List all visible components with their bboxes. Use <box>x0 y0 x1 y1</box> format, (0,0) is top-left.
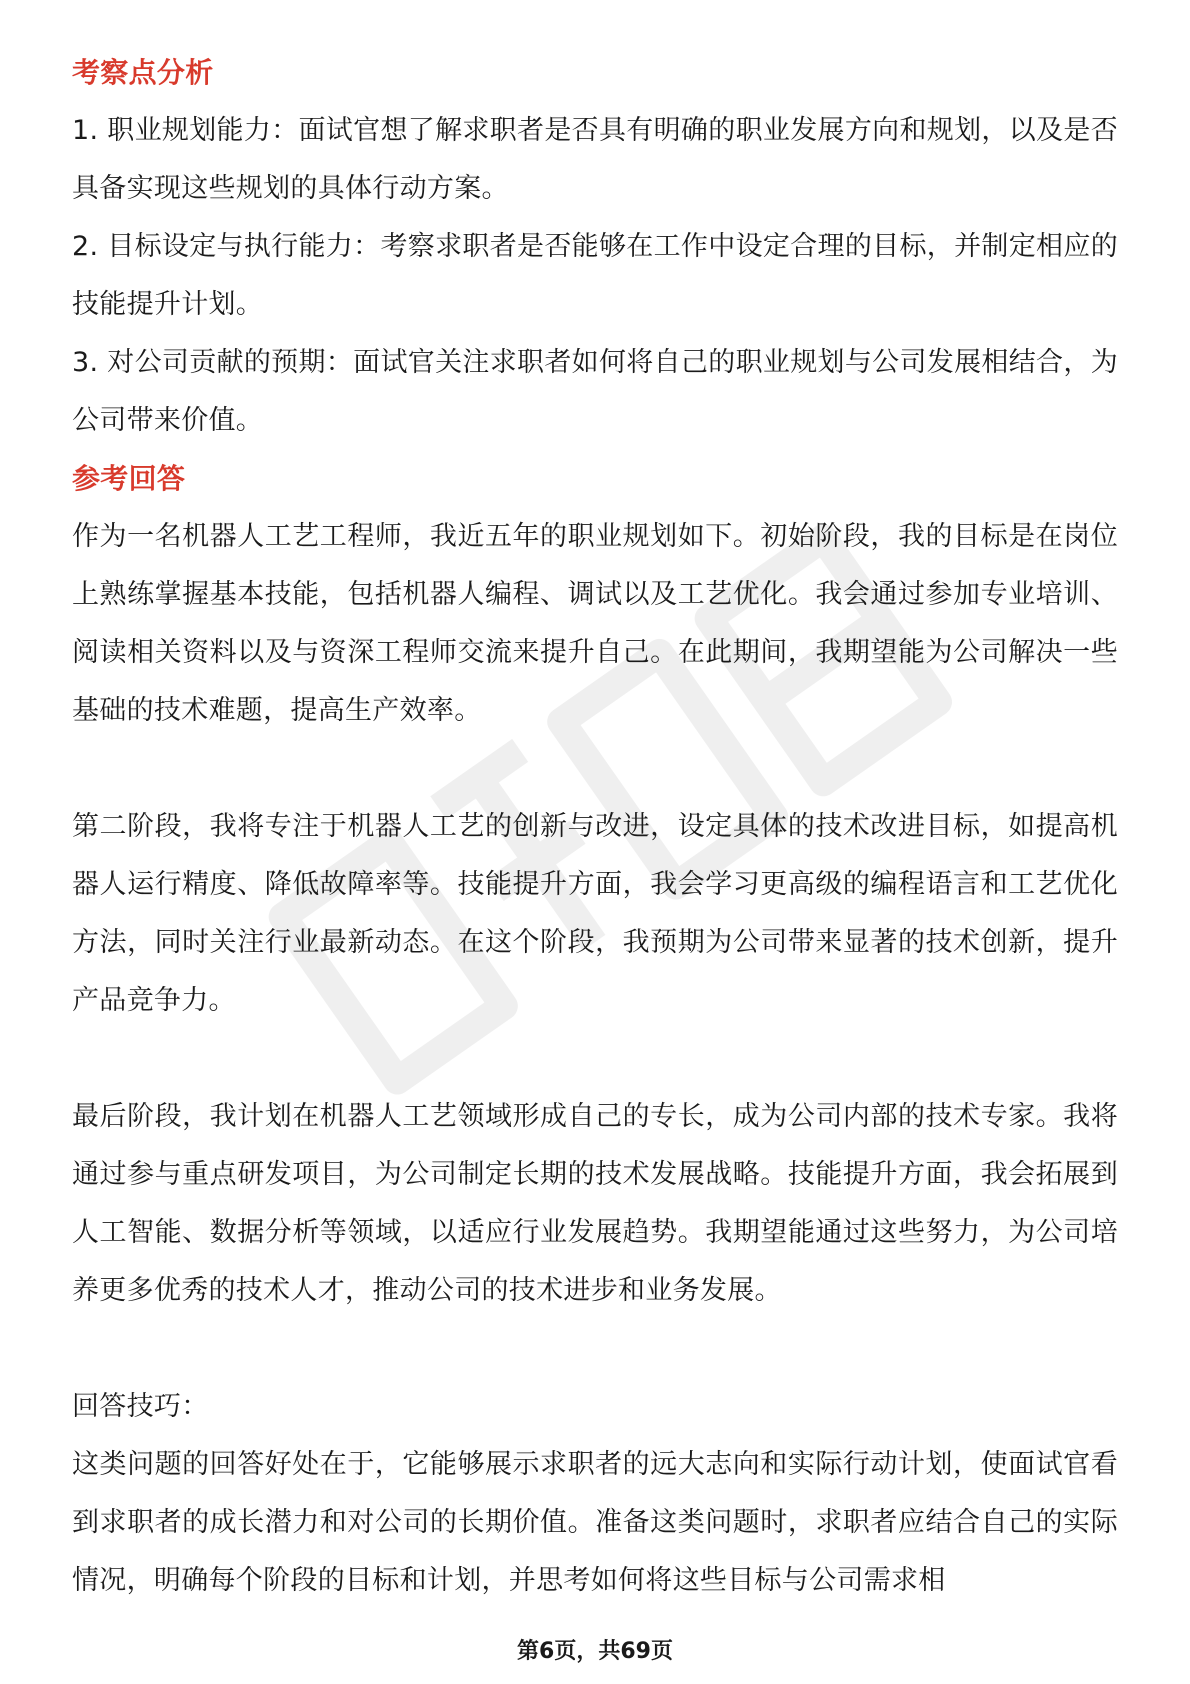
analysis-heading: 考察点分析 <box>72 56 214 89</box>
answer-paragraph-1: 作为一名机器人工艺工程师，我近五年的职业规划如下。初始阶段，我的目标是在岗位上熟练掌握基本技能，包括机器人编程、调试以及工艺优化。我会通过参加专业培训、阅读相关资料以及与资深工程师交流来提升自己。在此期间，我期望能为公司解决一些基础的技术难题，提高生产效率。 <box>72 521 1118 726</box>
answer-paragraph-2: 第二阶段，我将专注于机器人工艺的创新与改进，设定具体的技术改进目标，如提高机器人运行精度、降低故障率等。技能提升方面，我会学习更高级的编程语言和工艺优化方法，同时关注行业最新动态。在这个阶段，我预期为公司带来显著的技术创新，提升产品竞争力。 <box>72 811 1118 1016</box>
paragraph-spacer <box>72 1320 1118 1378</box>
answer-heading: 参考回答 <box>72 462 186 495</box>
analysis-item-1: 1. 职业规划能力：面试官想了解求职者是否具有明确的职业发展方向和规划，以及是否具备实现这些规划的具体行动方案。 <box>72 115 1118 204</box>
tips-paragraph: 这类问题的回答好处在于，它能够展示求职者的远大志向和实际行动计划，使面试官看到求职者的成长潜力和对公司的长期价值。准备这类问题时，求职者应结合自己的实际情况，明确每个阶段的目标和计划，并思考如何将这些目标与公司需求相 <box>72 1449 1118 1596</box>
paragraph-spacer <box>72 1030 1118 1088</box>
page-number: 第6页，共69页 <box>517 1639 673 1664</box>
paragraph-spacer <box>72 740 1118 798</box>
analysis-item-3: 3. 对公司贡献的预期：面试官关注求职者如何将自己的职业规划与公司发展相结合，为公司带来价值。 <box>72 347 1118 436</box>
document-body <box>72 44 1118 1610</box>
analysis-item-2: 2. 目标设定与执行能力：考察求职者是否能够在工作中设定合理的目标，并制定相应的技能提升计划。 <box>72 231 1118 320</box>
answer-paragraph-3: 最后阶段，我计划在机器人工艺领域形成自己的专长，成为公司内部的技术专家。我将通过参与重点研发项目，为公司制定长期的技术发展战略。技能提升方面，我会拓展到人工智能、数据分析等领域，以适应行业发展趋势。我期望能通过这些努力，为公司培养更多优秀的技术人才，推动公司的技术进步和业务发展。 <box>72 1101 1118 1306</box>
tips-heading: 回答技巧： <box>72 1391 209 1422</box>
